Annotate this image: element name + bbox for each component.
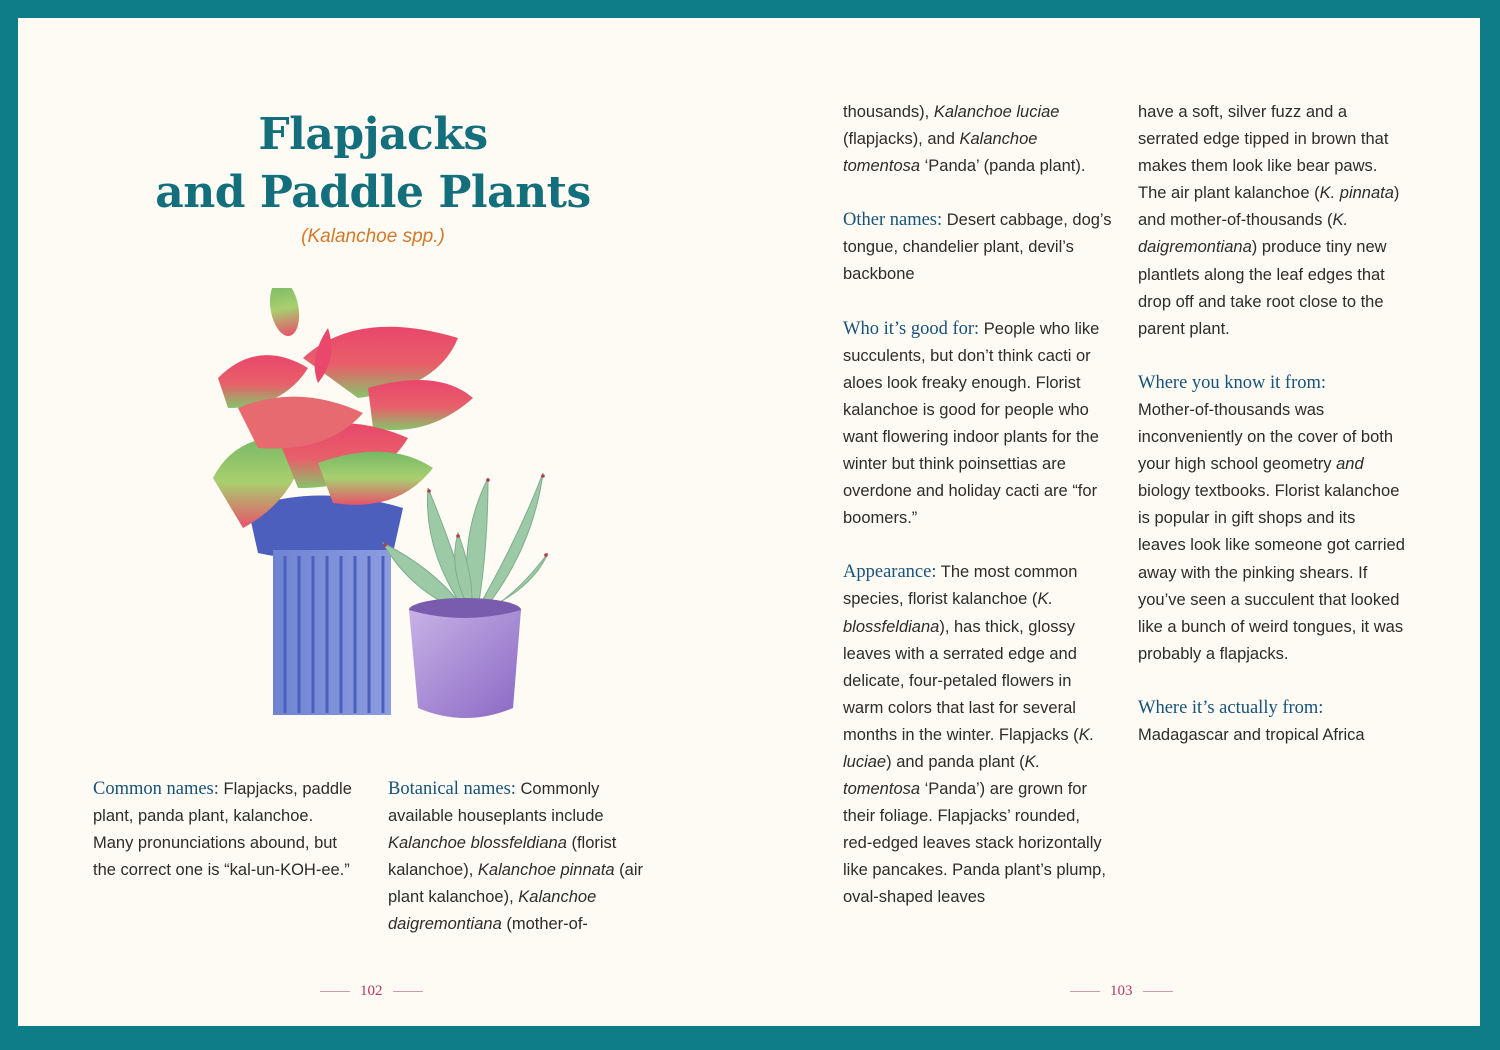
continued-italic-1: Kalanchoe luciae — [933, 103, 1060, 121]
continued-text-1: thousands), — [843, 103, 934, 121]
small-pot — [383, 473, 548, 718]
where-from-label: Where it’s actually from: — [1138, 697, 1324, 718]
other-names-paragraph — [843, 207, 1113, 288]
appearance-italic-3: K. tomentosa — [843, 752, 1041, 799]
continued-text-3: ‘Panda’ (panda plant). — [920, 157, 1086, 176]
folio-rule — [1143, 991, 1173, 992]
botanical-text-1: Commonly available houseplants include — [388, 780, 604, 826]
other-names-text: Desert cabbage, dog’s tongue, chandelier plant, devil’s backbone — [843, 211, 1112, 284]
appearance-text-1: The most common species, florist kalanchoe ( — [843, 563, 1078, 609]
appearance-paragraph — [843, 559, 1113, 911]
botanical-text-4: (mother-of- — [501, 915, 588, 934]
appearance-text-4: ‘Panda’) are grown for their foliage. Flapjacks’ rounded, red-edged leaves stack horizontally like pancakes. Panda plant’s plump, oval-shaped leaves — [843, 780, 1106, 907]
where-know-italic: and — [1336, 455, 1364, 474]
book-spread — [18, 18, 1480, 1026]
botanical-text-2: (florist kalanchoe), — [388, 834, 617, 880]
folio-rule — [320, 991, 350, 992]
page-title — [138, 106, 608, 222]
botanical-names-label: Botanical names: — [388, 779, 516, 799]
continued-paragraph — [843, 99, 1113, 180]
continued-italic-2: Kalanchoe tomentosa — [843, 130, 1038, 176]
where-from-text: Madagascar and tropical Africa — [1138, 725, 1365, 744]
title-line-2: and Paddle Plants — [155, 167, 591, 218]
who-good-for-label: Who it’s good for: — [843, 318, 980, 339]
appearance-cont-paragraph — [1138, 99, 1406, 343]
appearance-text-3: ) and panda plant ( — [886, 752, 1025, 771]
appearance-cont-text-1: have a soft, silver fuzz and a serrated edge tipped in brown that makes them look like bear paws. The air plant kalanchoe ( — [1138, 103, 1389, 203]
botanical-italic-2: Kalanchoe pinnata — [477, 861, 615, 880]
right-column-1 — [843, 99, 1113, 939]
appearance-cont-text-2: ) and mother-of-thousands ( — [1138, 184, 1400, 230]
flapjack-leaves — [213, 288, 473, 528]
appearance-cont-text-3: ) produce tiny new plantlets along the leaf edges that drop off and take root close to the parent plant. — [1138, 238, 1387, 338]
where-know-text-2: biology textbooks. Florist kalanchoe is popular in gift shops and its leaves look like someone got carried away with the pinking shears. If you’ve seen a succulent that looked like a bunch of weird tongues, it was probably a flapjacks. — [1138, 482, 1405, 663]
continued-text-2: (flapjacks), and — [843, 130, 960, 149]
page-subtitle: (Kalanchoe spp.) — [301, 226, 445, 247]
where-know-paragraph — [1138, 370, 1406, 668]
common-names-label: Common names: — [93, 779, 219, 799]
tall-pot — [248, 496, 403, 716]
botanical-names-paragraph — [388, 776, 643, 939]
botanical-names-column — [388, 776, 643, 966]
where-know-label: Where you know it from: — [1138, 372, 1327, 393]
page-number-right — [1070, 983, 1173, 1000]
common-names-paragraph — [93, 776, 353, 884]
appearance-cont-italic-1: K. pinnata — [1319, 184, 1394, 203]
title-line-1: Flapjacks — [258, 109, 488, 160]
common-names-column — [93, 776, 353, 911]
other-names-label: Other names: — [843, 210, 943, 231]
page-number-text: 102 — [360, 983, 383, 999]
page-number-left — [320, 983, 423, 1000]
where-from-paragraph — [1138, 695, 1406, 749]
botanical-italic-3: Kalanchoe daigremontiana — [388, 888, 597, 934]
right-column-2 — [1138, 99, 1406, 776]
common-names-text: Flapjacks, paddle plant, panda plant, kalanchoe. Many pronunciations abound, but the correct one is “kal-un-KOH-ee.” — [93, 780, 352, 880]
appearance-cont-italic-2: K. daigremontiana — [1138, 211, 1349, 257]
folio-rule — [393, 991, 423, 992]
who-good-for-text: People who like succulents, but don’t think cacti or aloes look freaky enough. Florist kalanchoe is good for people who want flowering indoor plants for the winter but think poinsettias are overdone and holiday cacti are “for boomers.” — [843, 319, 1100, 528]
botanical-italic-1: Kalanchoe blossfeldiana — [388, 834, 567, 853]
plant-illustration — [188, 288, 558, 728]
appearance-italic-2: K. luciae — [843, 725, 1095, 771]
where-know-text-1: Mother-of-thousands was inconveniently on the cover of both your high school geometry — [1138, 400, 1394, 474]
appearance-label: Appearance: — [843, 562, 937, 583]
who-good-for-paragraph — [843, 316, 1113, 533]
folio-rule — [1070, 991, 1100, 992]
page-number-text: 103 — [1110, 983, 1133, 999]
appearance-text-2: ), has thick, glossy leaves with a serrated edge and delicate, four-petaled flowers in warm colors that last for several months in the winter. Flapjacks ( — [843, 617, 1079, 744]
botanical-text-3: (air plant kalanchoe), — [388, 861, 644, 907]
appearance-italic-1: K. blossfeldiana — [843, 590, 1054, 636]
